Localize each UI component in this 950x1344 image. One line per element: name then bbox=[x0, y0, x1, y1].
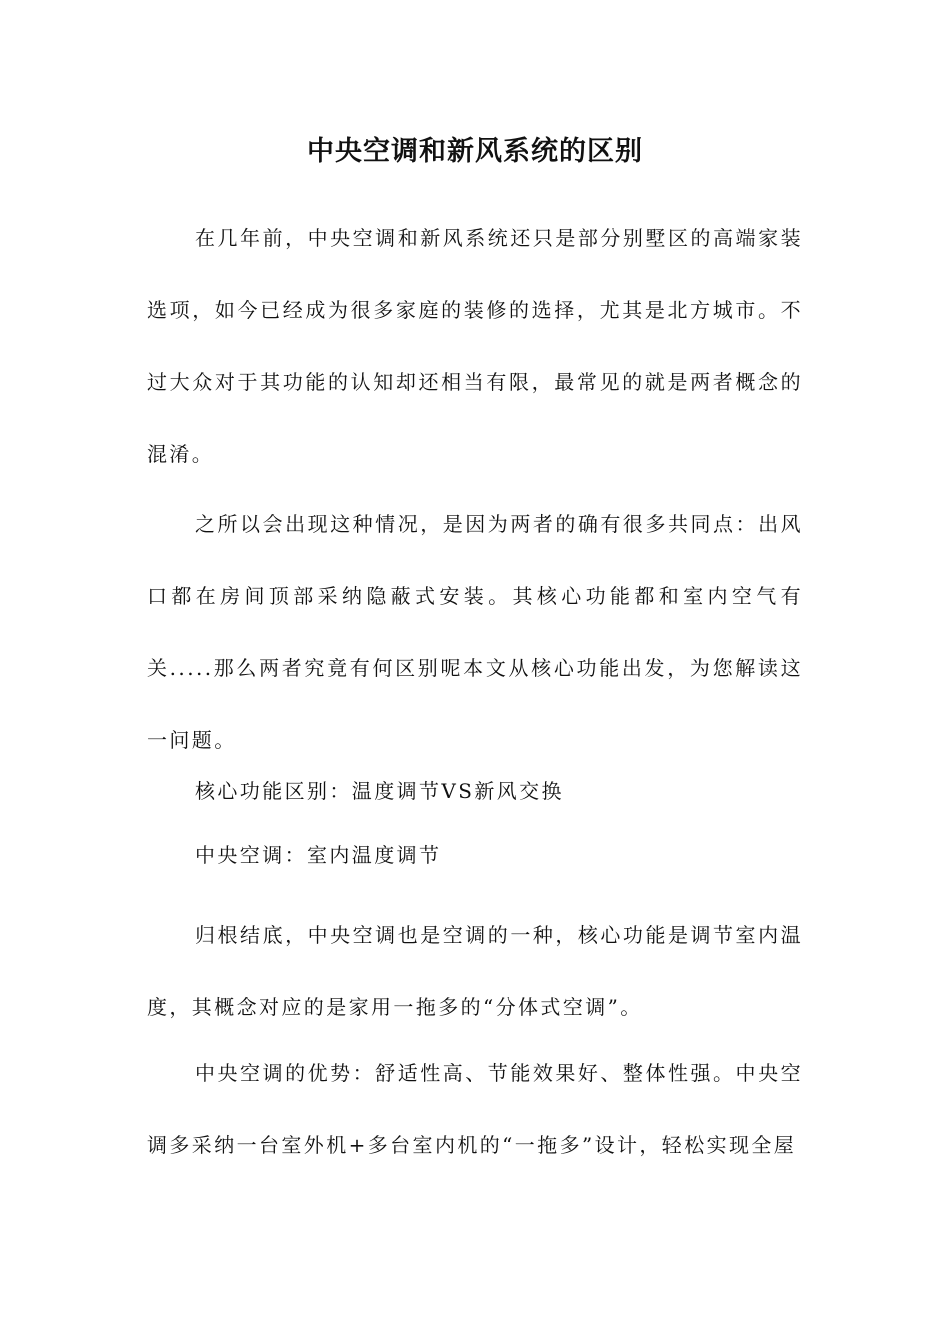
document-title: 中央空调和新风系统的区别 bbox=[307, 136, 643, 167]
section-heading-core-difference: 核心功能区别：温度调节VS新风交换 bbox=[195, 779, 564, 803]
paragraph-intro: 在几年前，中央空调和新风系统还只是部分别墅区的高端家装选项，如今已经成为很多家庭的装修的选择，尤其是北方城市。不过大众对于其功能的认知却还相当有限，最常见的就是两者概念的混淆。 bbox=[147, 226, 803, 466]
subheading-central-ac: 中央空调：室内温度调节 bbox=[195, 843, 442, 867]
paragraph-central-ac-function: 归根结底，中央空调也是空调的一种，核心功能是调节室内温度，其概念对应的是家用一拖多的“分体式空调”。 bbox=[147, 923, 803, 1019]
paragraph-similarities: 之所以会出现这种情况，是因为两者的确有很多共同点：出风口都在房间顶部采纳隐蔽式安装。其核心功能都和室内空气有关.....那么两者究竟有何区别呢本文从核心功能出发，为您解读这一问题。 bbox=[147, 512, 803, 752]
paragraph-central-ac-advantages: 中央空调的优势：舒适性高、节能效果好、整体性强。中央空调多采纳一台室外机+多台室内机的“一拖多”设计，轻松实现全屋 bbox=[147, 1061, 803, 1157]
